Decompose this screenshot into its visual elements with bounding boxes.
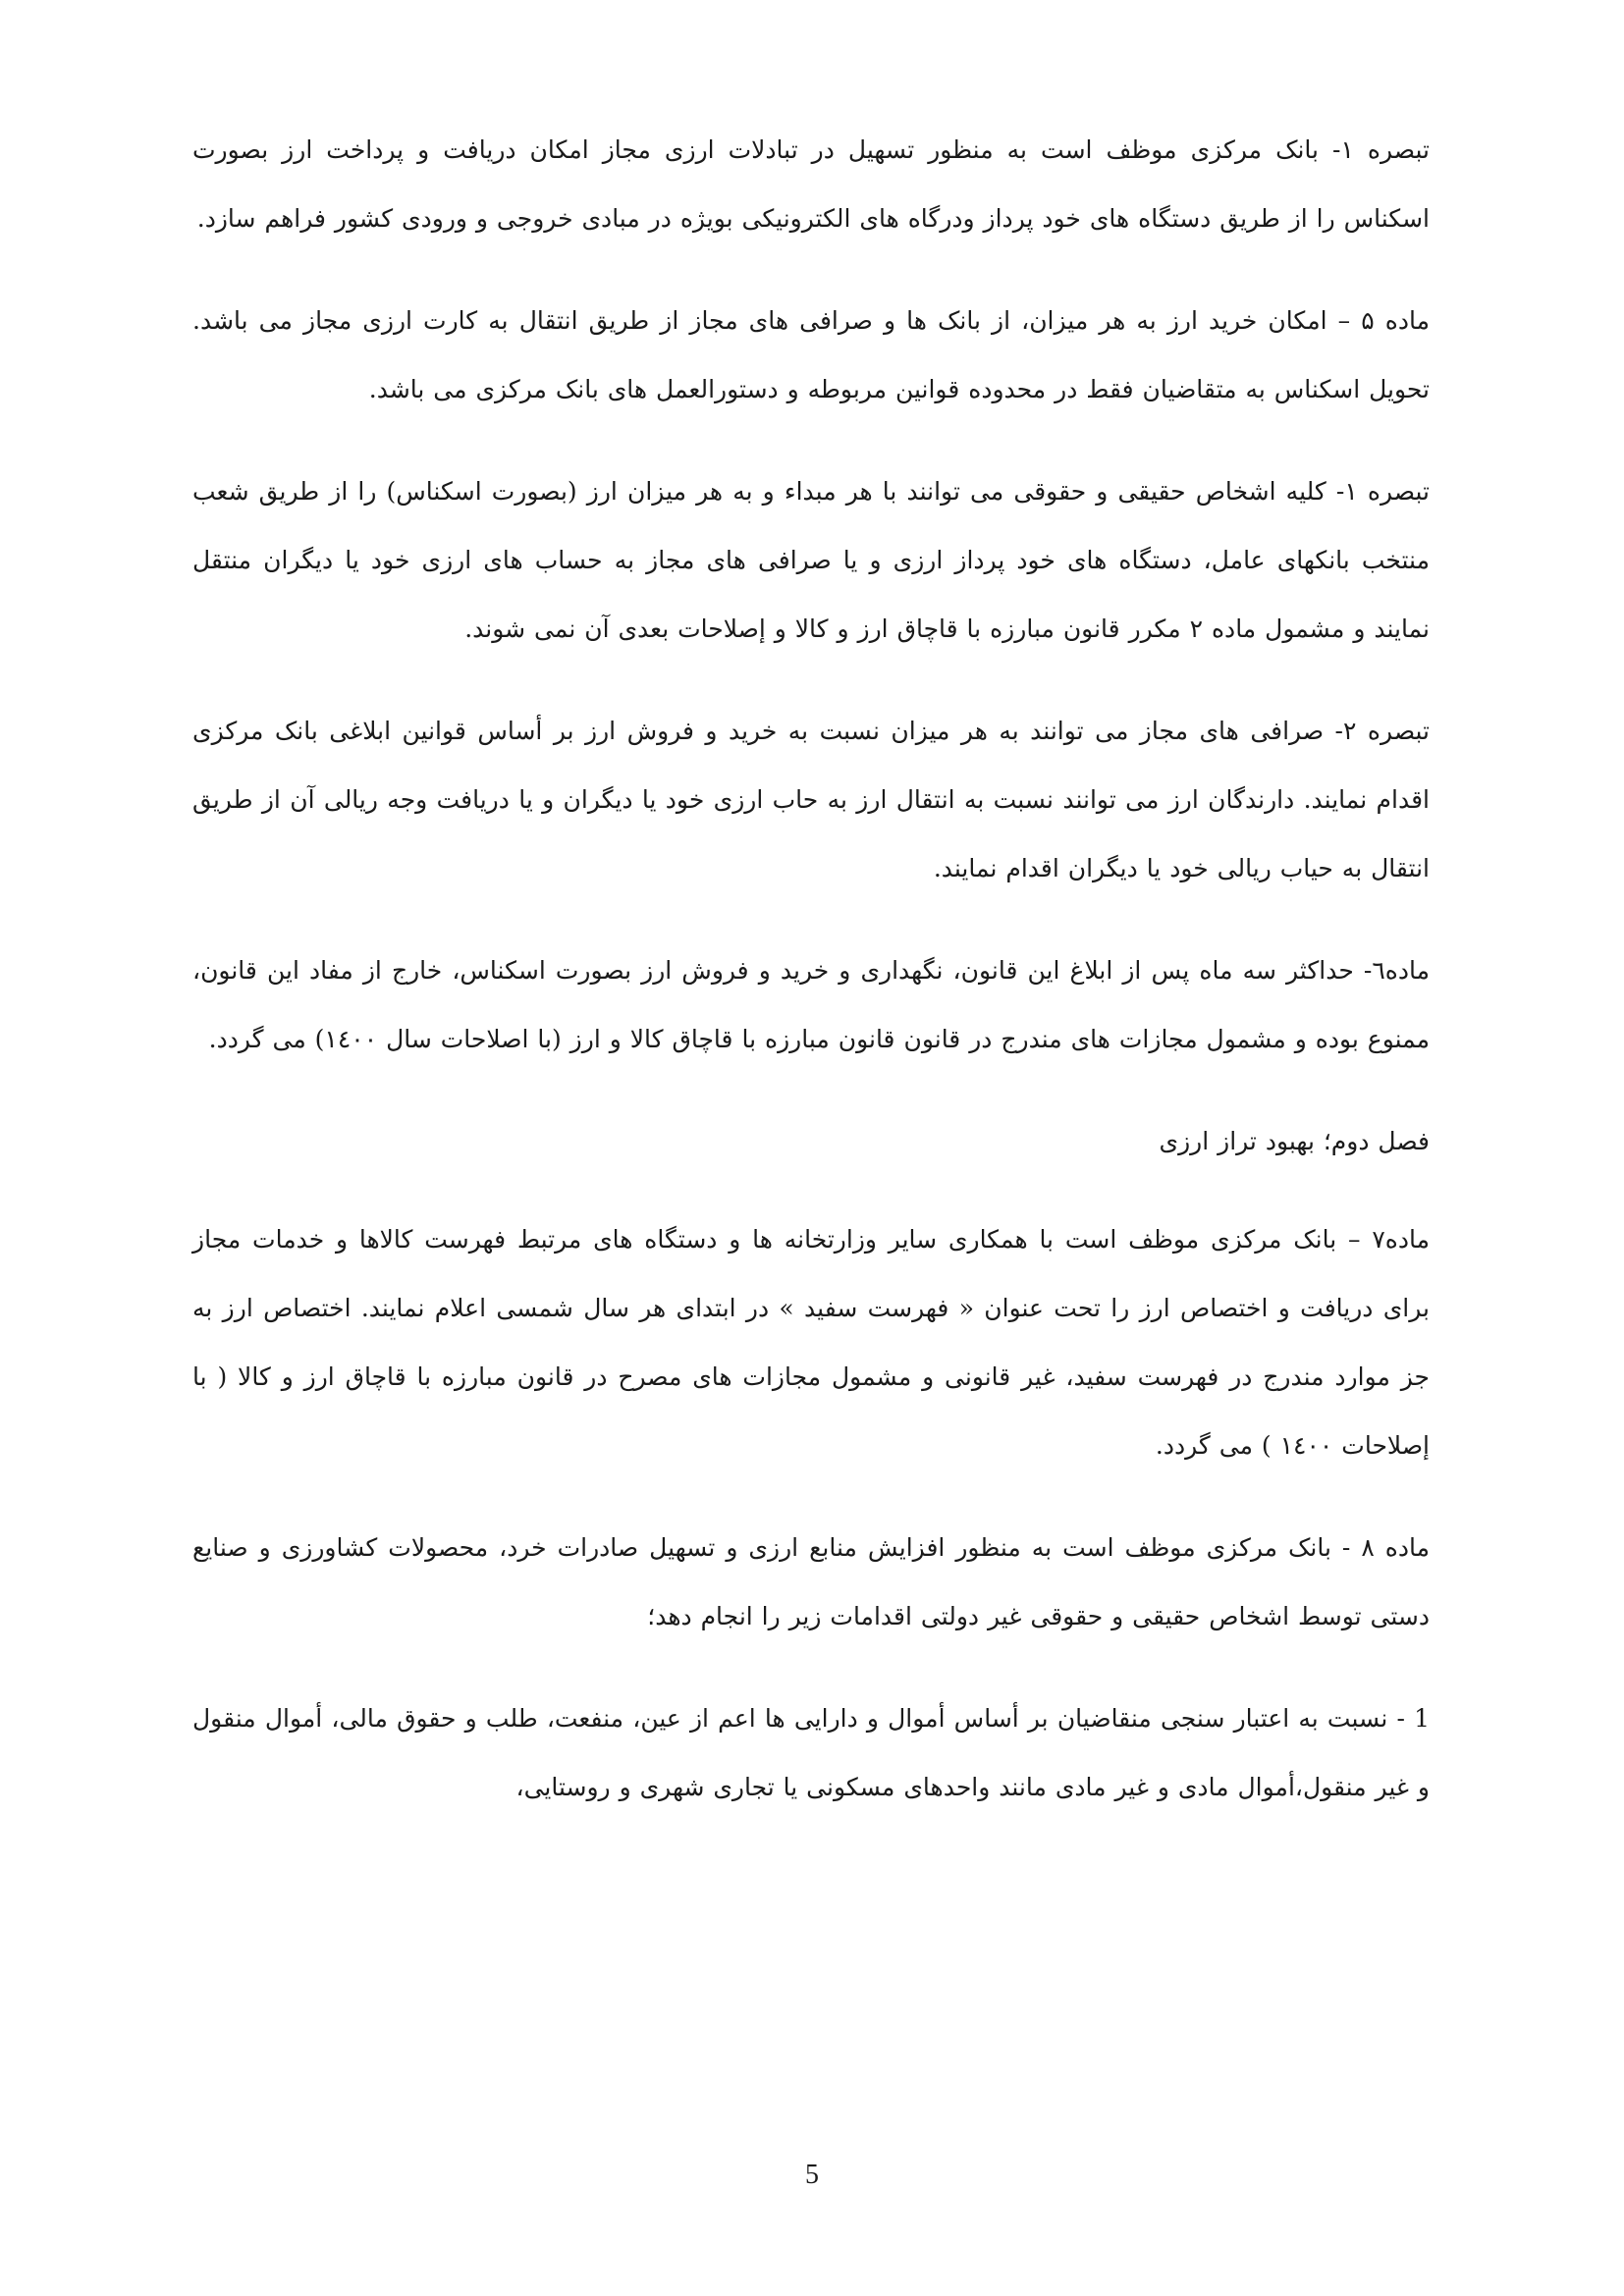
document-body	[192, 116, 1430, 1855]
paragraph-article-7: ماده۷ – بانک مرکزی موظف است با همکاری سایر وزارتخانه ها و دستگاه های مرتبط فهرست کالاها و خدمات مجاز برای دریافت و اختصاص ارز را تحت عنوان « فهرست سفید » در ابتدای هر سال شمسی اعلام نمایند. اختصاص ارز به جز موارد مندرج در فهرست سفید، غیر قانونی و مشمول مجازات های مصرح در قانون مبارزه با قاچاق ارز و کالا ( با إصلاحات ۱٤۰۰ ) می گردد.	[192, 1225, 1430, 1460]
chapter-heading: فصل دوم؛ بهبود تراز ارزی	[1159, 1127, 1430, 1155]
paragraph-article-8-item-1: 1 - نسبت به اعتبار سنجی منقاضیان بر أساس أموال و دارایی ها اعم از عین، منفعت، طلب و حقوق مالی، أموال منقول و غیر منقول،أموال مادی و غیر مادی مانند واحدهای مسکونی یا تجاری شهری و روستایی،	[192, 1704, 1430, 1801]
paragraph-article-6: ماده٦- حداکثر سه ماه پس از ابلاغ این قانون، نگهداری و خرید و فروش ارز بصورت اسکناس، خارج از مفاد این قانون، ممنوع بوده و مشمول مجازات های مندرج در قانون قانون مبارزه با قاچاق کالا و ارز (با اصلاحات سال ۱٤۰۰) می گردد.	[192, 956, 1430, 1053]
paragraph-article-5: ماده ۵ – امکان خرید ارز به هر میزان، از بانک ها و صرافی های مجاز از طریق انتقال به کارت ارزی مجاز می باشد. تحویل اسکناس به متقاضیان فقط در محدوده قوانین مربوطه و دستورالعمل های بانک مرکزی می باشد.	[192, 306, 1430, 403]
page-number: 5	[805, 2160, 819, 2190]
paragraph-article-5-note-1: تبصره ۱- کلیه اشخاص حقیقی و حقوقی می توانند با هر مبداء و به هر میزان ارز (بصورت اسکناس) را از طریق شعب منتخب بانکهای عامل، دستگاه های خود پرداز ارزی و یا صرافی های مجاز به حساب های ارزی خود یا دیگران منتقل نمایند و مشمول ماده ۲ مکرر قانون مبارزه با قاچاق ارز و کالا و إصلاحات بعدی آن نمی شوند.	[192, 477, 1430, 643]
paragraph-article-8: ماده ۸ - بانک مرکزی موظف است به منظور افزایش منابع ارزی و تسهیل صادرات خرد، محصولات کشاورزی و صنایع دستی توسط اشخاص حقیقی و حقوقی غیر دولتی اقدامات زیر را انجام دهد؛	[192, 1533, 1431, 1630]
paragraph-note-1-currency-exchange: تبصره ۱- بانک مرکزی موظف است به منظور تسهیل در تبادلات ارزی مجاز امکان دریافت و پرداخت ارز بصورت اسکناس را از طریق دستگاه های خود پرداز ودرگاه های الکترونیکی بویژه در مبادی خروجی و ورودی کشور فراهم سازد.	[192, 135, 1430, 233]
paragraph-article-5-note-2: تبصره ۲- صرافی های مجاز می توانند به هر میزان نسبت به خرید و فروش ارز بر أساس قوانین ابلاغی بانک مرکزی اقدام نمایند. دارندگان ارز می توانند نسبت به انتقال ارز به حاب ارزی خود یا دیگران و یا دریافت وجه ریالی آن از طریق انتقال به حیاب ریالی خود یا دیگران اقدام نمایند.	[192, 717, 1430, 882]
